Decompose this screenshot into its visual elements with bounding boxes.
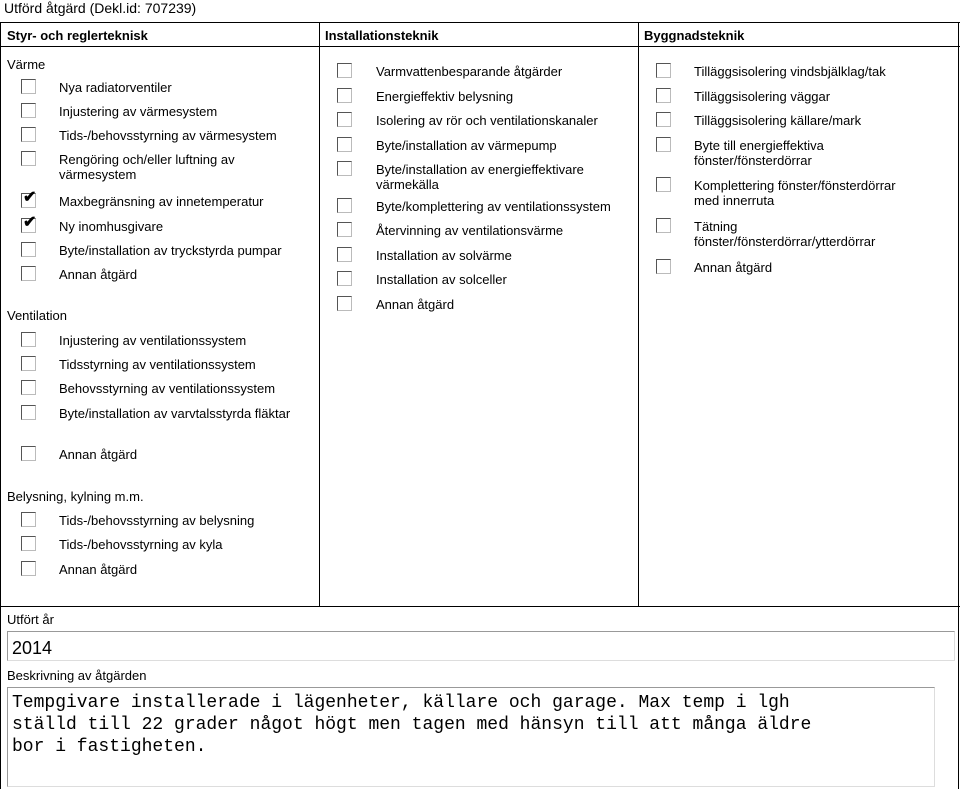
section-label-belysning: Belysning, kylning m.m.: [7, 489, 144, 504]
checkbox[interactable]: [656, 137, 671, 152]
column-header-installation: Installationsteknik: [325, 28, 439, 43]
col-divider-1: [319, 22, 320, 606]
checkbox[interactable]: [656, 88, 671, 103]
checkbox[interactable]: [21, 332, 36, 347]
checkbox[interactable]: [337, 222, 352, 237]
checkmark-icon: ✔: [23, 189, 37, 206]
checkbox[interactable]: [337, 112, 352, 127]
checkbox-label: Byte/installation av tryckstyrda pumpar: [59, 243, 282, 258]
checkbox-label: Tilläggsisolering källare/mark: [694, 113, 862, 128]
checkbox[interactable]: [21, 189, 37, 208]
checkbox-label: Injustering av värmesystem: [59, 104, 218, 119]
beskrivning-value: Tempgivare installerade i lägenheter, källare och garage. Max temp i lgh ställd till 22 grader något högt men tagen med hänsyn till att många äldre bor i fastigheten.: [12, 693, 812, 757]
checkbox-label: Energieffektiv belysning: [376, 89, 514, 104]
checkbox[interactable]: [656, 177, 671, 192]
checkbox-label: Komplettering fönster/fönsterdörrar med innerruta: [694, 178, 896, 208]
right-border: [958, 22, 959, 789]
checkbox[interactable]: [21, 561, 36, 576]
table-bottom-border: [0, 606, 960, 607]
checkbox-label: Annan åtgärd: [59, 447, 138, 462]
utfort-ar-label: Utfört år: [7, 612, 54, 627]
checkbox[interactable]: [337, 271, 352, 286]
checkbox[interactable]: [21, 356, 36, 371]
checkbox[interactable]: [337, 161, 352, 176]
checkbox-label: Byte/installation av värmepump: [376, 138, 557, 153]
checkbox-label: Varmvattenbesparande åtgärder: [376, 64, 563, 79]
checkbox-label: Återvinning av ventilationsvärme: [376, 223, 564, 238]
checkbox-label: Tids-/behovsstyrning av belysning: [59, 513, 255, 528]
checkbox[interactable]: [337, 88, 352, 103]
checkbox-label: Installation av solceller: [376, 272, 507, 287]
checkbox-label: Installation av solvärme: [376, 248, 512, 263]
checkbox[interactable]: [337, 63, 352, 78]
checkbox[interactable]: [21, 405, 36, 420]
checkbox-label: Annan åtgärd: [376, 297, 455, 312]
col-divider-2: [638, 22, 639, 606]
checkbox-label: Byte till energieffektiva fönster/fönsterdörrar: [694, 138, 824, 168]
checkbox[interactable]: [337, 296, 352, 311]
checkmark-icon: ✔: [23, 214, 37, 231]
checkbox-label: Byte/installation av energieffektivare värmekälla: [376, 162, 584, 192]
table-top-border: [0, 22, 960, 23]
header-divider: [0, 46, 960, 47]
checkbox-label: Ny inomhusgivare: [59, 219, 164, 234]
utfort-ar-field[interactable]: [7, 631, 955, 661]
checkbox[interactable]: [21, 151, 36, 166]
checkbox-label: Byte/installation av varvtalsstyrda fläktar: [59, 406, 291, 421]
section-label-varme: Värme: [7, 57, 46, 72]
checkbox-label: Annan åtgärd: [59, 267, 138, 282]
checkbox-label: Maxbegränsning av innetemperatur: [59, 194, 264, 209]
checkbox-label: Tidsstyrning av ventilationssystem: [59, 357, 256, 372]
checkbox-label: Isolering av rör och ventilationskanaler: [376, 113, 598, 128]
checkbox[interactable]: [21, 266, 36, 281]
checkbox[interactable]: [21, 536, 36, 551]
checkbox[interactable]: [21, 380, 36, 395]
checkbox[interactable]: [337, 198, 352, 213]
beskrivning-label: Beskrivning av åtgärden: [7, 668, 147, 683]
checkbox[interactable]: [656, 259, 671, 274]
checkbox[interactable]: [656, 63, 671, 78]
checkbox[interactable]: [656, 218, 671, 233]
checkbox-label: Tilläggsisolering vindsbjälklag/tak: [694, 64, 886, 79]
checkbox[interactable]: [21, 214, 37, 233]
left-border: [0, 22, 1, 789]
checkbox-label: Byte/komplettering av ventilationssystem: [376, 199, 611, 214]
page-title: Utförd åtgärd (Dekl.id: 707239): [4, 0, 197, 16]
checkbox[interactable]: [21, 242, 36, 257]
checkbox-label: Annan åtgärd: [694, 260, 773, 275]
column-header-bygg: Byggnadsteknik: [644, 28, 745, 43]
beskrivning-field[interactable]: [7, 687, 935, 787]
section-label-ventilation: Ventilation: [7, 308, 67, 323]
checkbox[interactable]: [337, 247, 352, 262]
checkbox[interactable]: [21, 79, 36, 94]
checkbox[interactable]: [21, 446, 36, 461]
checkbox-label: Tätning fönster/fönsterdörrar/ytterdörrar: [694, 219, 876, 249]
checkbox-label: Tids-/behovsstyrning av kyla: [59, 537, 223, 552]
checkbox-label: Annan åtgärd: [59, 562, 138, 577]
checkbox[interactable]: [656, 112, 671, 127]
utfort-ar-value: 2014: [12, 638, 53, 658]
checkbox-label: Tids-/behovsstyrning av värmesystem: [59, 128, 277, 143]
column-header-styr: Styr- och reglerteknisk: [7, 28, 148, 43]
checkbox-label: Rengöring och/eller luftning av värmesystem: [59, 152, 235, 182]
checkbox-label: Tilläggsisolering väggar: [694, 89, 831, 104]
checkbox[interactable]: [21, 103, 36, 118]
checkbox-label: Behovsstyrning av ventilationssystem: [59, 381, 276, 396]
checkbox-label: Injustering av ventilationssystem: [59, 333, 247, 348]
checkbox[interactable]: [337, 137, 352, 152]
checkbox-label: Nya radiatorventiler: [59, 80, 172, 95]
checkbox[interactable]: [21, 127, 36, 142]
checkbox[interactable]: [21, 512, 36, 527]
